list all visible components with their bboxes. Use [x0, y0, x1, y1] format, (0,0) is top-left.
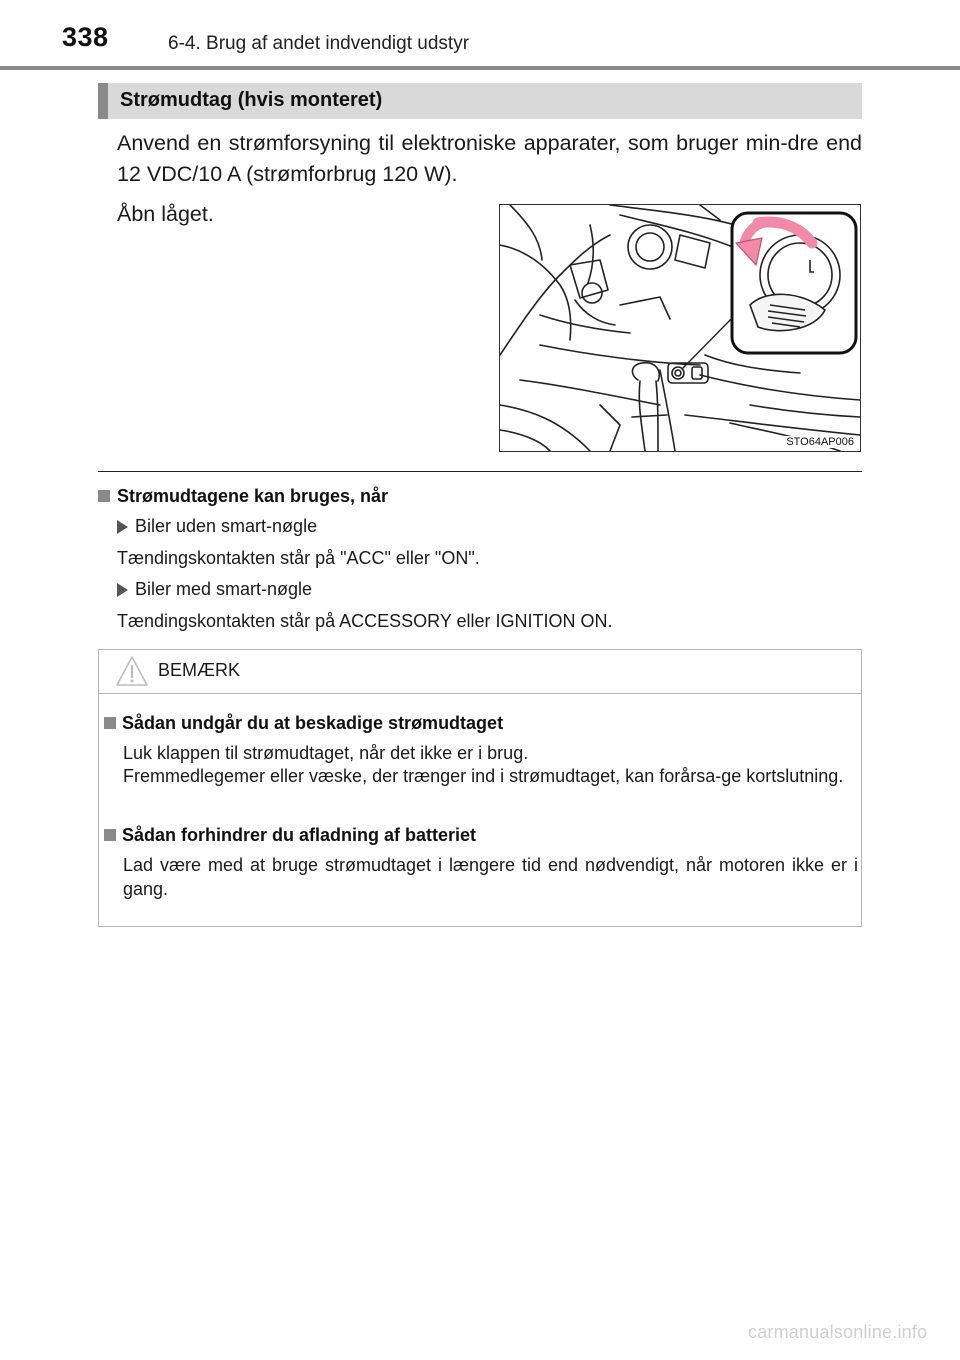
triangle-bullet-icon: [117, 520, 128, 534]
intro-paragraph: Anvend en strømforsyning til elektroniske apparater, som bruger min-dre end 12 VDC/10 A (strømforbrug 120 W).: [117, 131, 862, 186]
page-number: 338: [62, 22, 109, 52]
section-divider: [98, 471, 862, 472]
usage-item-text: Tændingskontakten står på "ACC" eller "ON".: [117, 548, 480, 568]
usage-item-label: Biler uden smart-nøgle: [117, 516, 299, 537]
illustration-code: STO64AP006: [786, 436, 854, 448]
watermark: carmanualsonline.info: [748, 1322, 928, 1342]
triangle-bullet-icon: [117, 583, 128, 597]
warning-triangle-icon: [115, 654, 149, 688]
dashboard-drawing: [500, 205, 860, 451]
notice-label: BEMÆRK: [158, 660, 241, 680]
usage-heading: [98, 486, 389, 507]
step-open-lid: Åbn låget.: [117, 202, 214, 226]
notice-item-text: Lad være med at bruge strømudtaget i længere tid end nødvendigt, når motoren ikke er i gang.: [123, 855, 858, 899]
chapter-title: 6-4. Brug af andet indvendigt udstyr: [168, 33, 470, 54]
usage-item-text: Tændingskontakten står på ACCESSORY eller IGNITION ON.: [117, 611, 613, 631]
notice-item-text: Fremmedlegemer eller væske, der trænger ind i strømudtaget, kan forårsa-ge kortslutning.: [123, 766, 844, 786]
usage-item-label: Biler med smart-nøgle: [117, 579, 294, 600]
power-outlet-illustration: [499, 204, 861, 452]
square-bullet-icon: [104, 829, 116, 841]
section-title: Strømudtag (hvis monteret): [120, 89, 383, 111]
notice-item-heading: Sådan forhindrer du afladning af batteriet: [104, 825, 458, 846]
header-rule: [0, 66, 960, 70]
square-bullet-icon: [98, 490, 110, 502]
notice-box: [98, 649, 862, 927]
square-bullet-icon: [104, 717, 116, 729]
notice-header: [99, 650, 861, 694]
notice-item-text: Luk klappen til strømudtaget, når det ikke er i brug.: [123, 743, 529, 763]
section-title-bar: [98, 83, 862, 119]
notice-item-heading: Sådan undgår du at beskadige strømudtaget: [104, 713, 485, 734]
usage-heading-text: Strømudtagene kan bruges, når: [117, 486, 389, 506]
